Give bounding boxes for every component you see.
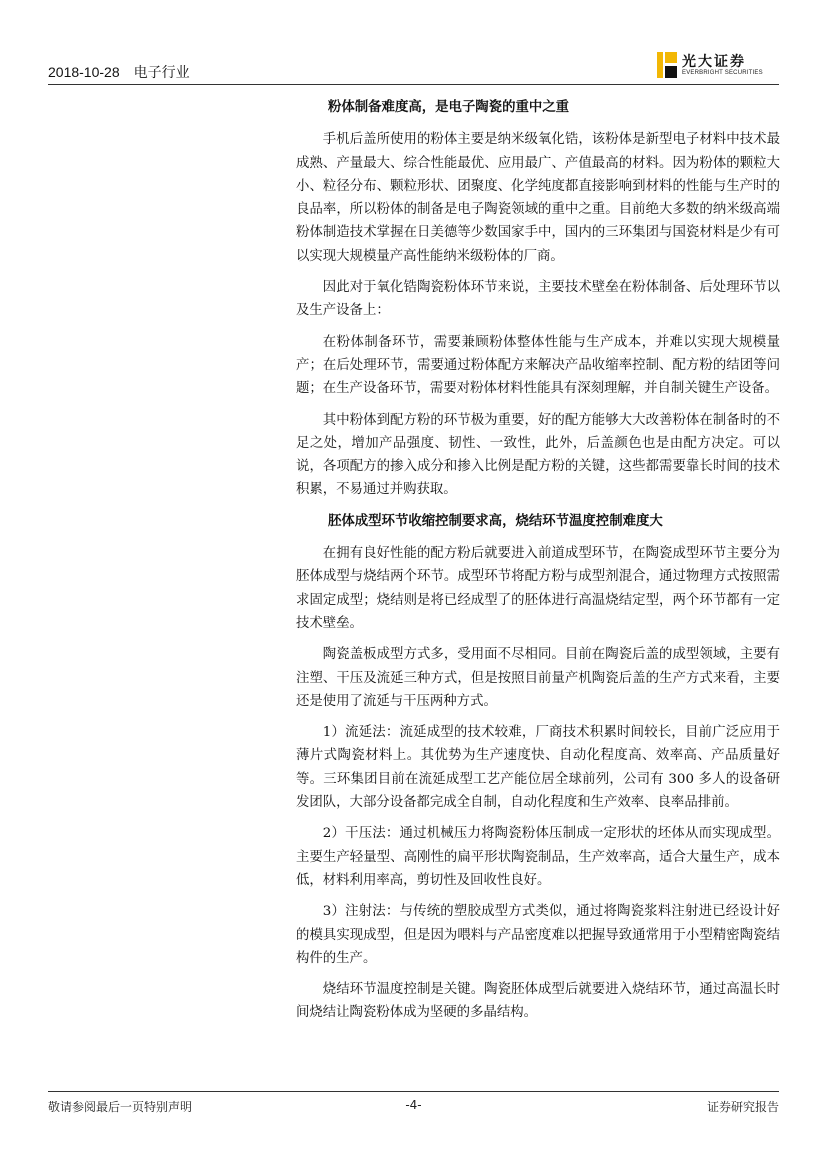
paragraph: 因此对于氧化锆陶瓷粉体环节来说，主要技术壁垒在粉体制备、后处理环节以及生产设备上： [296, 280, 780, 319]
paragraph: 陶瓷盖板成型方式多，受用面不尽相同。目前在陶瓷后盖的成型领域，主要有注塑、干压及流延三种方式，但是按照目前量产机陶瓷后盖的生产方式来看，主要还是使用了流延与干压两种方式。 [296, 647, 780, 709]
paragraph: 在粉体制备环节，需要兼顾粉体整体性能与生产成本，并难以实现大规模量产；在后处理环节，需要通过粉体配方来解决产品收缩率控制、配方粉的结团等问题；在生产设备环节，需要对粉体材料性能具有深刻理解，并自制关键生产设备。 [296, 334, 780, 397]
paragraph: 手机后盖所使用的粉体主要是纳米级氧化锆，该粉体是新型电子材料中技术最成熟、产量最大、综合性能最优、应用最广、产值最高的材料。因为粉体的颗粒大小、粒径分布、颗粒形状、团聚度、化学纯度都直接影响到材料的性能与生产时的良品率，所以粉体的制备是电子陶瓷领域的重中之重。目前绝大多数的纳米级高端粉体制造技术掌握在日美德等少数国家手中，国内的三环集团与国瓷材料是少有可以实现大规模量产高性能纳米级粉体的厂商。 [296, 132, 780, 264]
footer-disclaimer: 敬请参阅最后一页特别声明 [48, 1100, 193, 1114]
report-body [296, 96, 780, 1033]
report-date: 2018-10-28 [48, 64, 120, 80]
section-title-forming: 胚体成型环节收缩控制要求高，烧结环节温度控制难度大 [328, 512, 663, 529]
header-date-sector [48, 62, 204, 82]
paragraph: 其中粉体到配方粉的环节极为重要，好的配方能够大大改善粉体在制备时的不足之处，增加产品强度、韧性、一致性，此外，后盖颜色也是由配方决定。可以说，各项配方的掺入成分和掺入比例是配方粉的关键，这些都需要靠长时间的技术积累，不易通过并购获取。 [296, 412, 780, 498]
everbright-logo-mark-icon [657, 52, 677, 78]
section-title-powder: 粉体制备难度高，是电子陶瓷的重中之重 [328, 99, 570, 115]
logo-english-name: EVERBRIGHT SECURITIES [682, 70, 763, 76]
logo-chinese-name: 光大证券 [682, 54, 746, 70]
page-number: -4- [405, 1098, 422, 1112]
paragraph: 1）流延法：流延成型的技术较难，厂商技术积累时间较长，目前广泛应用于薄片式陶瓷材料上。其优势为生产速度快、自动化程度高、效率高、产品质量好等。三环集团目前在流延成型工艺产能位居全球前列，公司有 300 多人的设备研发团队，大部分设备都完成全自制，自动化程度和生产效率、良率品排前。 [296, 725, 780, 811]
paragraph: 在拥有良好性能的配方粉后就要进入前道成型环节，在陶瓷成型环节主要分为胚体成型与烧结两个环节。成型环节将配方粉与成型剂混合，通过物理方式按照需求固定成型；烧结则是将已经成型了的胚体进行高温烧结定型，两个环节都有一定技术壁垒。 [296, 546, 780, 631]
paragraph: 3）注射法：与传统的塑胶成型方式类似，通过将陶瓷浆料注射进已经设计好的模具实现成型，但是因为喂料与产品密度难以把握导致通常用于小型精密陶瓷结构件的生产。 [296, 904, 780, 966]
everbright-logo [657, 50, 779, 82]
footer-divider [48, 1091, 779, 1092]
paragraph: 烧结环节温度控制是关键。陶瓷胚体成型后就要进入烧结环节，通过高温长时间烧结让陶瓷粉体成为坚硬的多晶结构。 [296, 982, 780, 1021]
page-footer [48, 1098, 779, 1118]
page-header [48, 48, 779, 84]
industry-sector: 电子行业 [133, 64, 190, 80]
footer-report-type: 证券研究报告 [706, 1100, 779, 1114]
paragraph: 2）干压法：通过机械压力将陶瓷粉体压制成一定形状的坯体从而实现成型。主要生产轻量型、高刚性的扁平形状陶瓷制品，生产效率高，适合大量生产，成本低，材料利用率高，剪切性及回收性良好。 [296, 826, 780, 888]
header-divider [48, 84, 779, 85]
